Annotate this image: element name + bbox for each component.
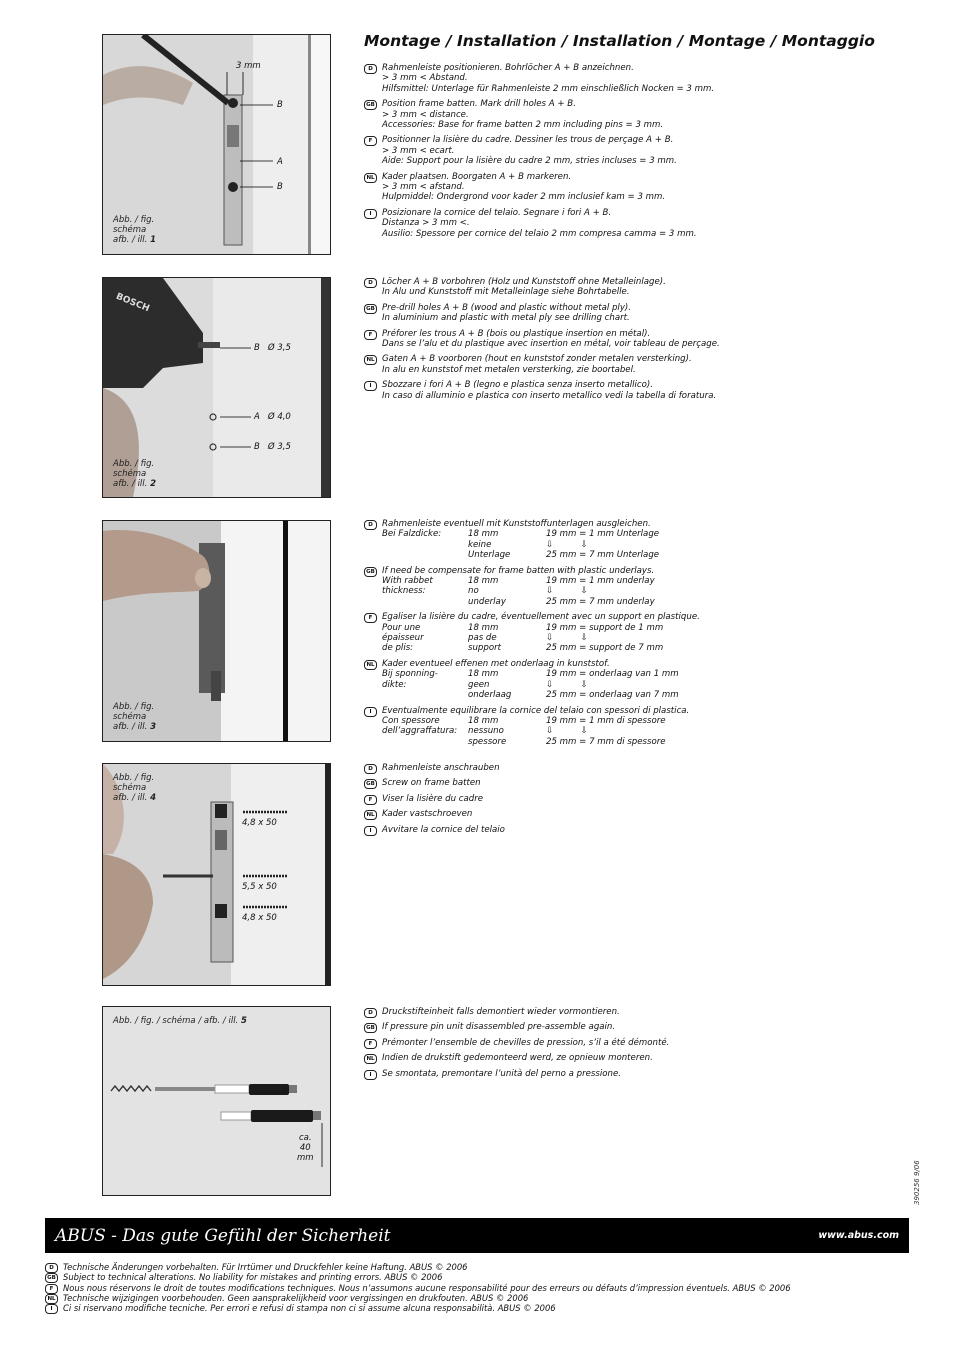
step-4-text [364, 763, 924, 840]
language-flag-icon: NL [45, 1294, 58, 1304]
footer-slogan: ABUS - Das gute Gefühl der Sicherheit [55, 1226, 391, 1246]
language-flag-icon: GB [364, 304, 377, 314]
figure-2-caption: Abb. / fig. schéma afb. / ill. 2 [113, 459, 156, 489]
thickness-table: Bij sponning- 18 mm 19 mm = onderlaag van 1 mm dikte: geen ⇩ ⇩ onderlaag 25 mm = onderlaag van 7 mm [382, 669, 679, 701]
step-4-gb: GB Screw on frame batten [364, 778, 924, 788]
step-1-i: I Posizionare la cornice del telaio. Segnare i fori A + B. Distanza > 3 mm <. Ausilio: Spessore per cornice del telaio 2 mm compresa camma = 3 mm. [364, 208, 924, 239]
language-flag-icon: GB [364, 567, 377, 577]
language-flag-icon: F [364, 1039, 377, 1049]
figure-2 [102, 277, 331, 498]
step-3-de: D Rahmenleiste eventuell mit Kunststoffunterlagen ausgleichen. Bei Falzdicke: 18 mm 19 mm = 1 mm Unterlage keine ⇩ ⇩ Unterlage 25 mm = 7 mm Unterlage [364, 519, 924, 561]
step-4-nl: NL Kader vastschroeven [364, 809, 924, 819]
step-1-f: F Positionner la lisière du cadre. Dessiner les trous de perçage A + B. > 3 mm < ecart. Aide: Support pour la lisière du cadre 2 mm, stries incluses = 3 mm. [364, 135, 924, 166]
legal-notices [45, 1262, 925, 1313]
language-flag-icon: NL [364, 660, 377, 670]
flag-gb: GB [364, 100, 377, 110]
legal-i: I Ci si riservano modifiche tecniche. Per errori e refusi di stampa non ci si assume alcuna responsabilità. ABUS © 2006 [45, 1303, 925, 1313]
hole-a-label: A [277, 157, 283, 167]
step-2-gb: GB Pre-drill holes A + B (wood and plastic without metal ply). In aluminium and plastic with metal ply see drilling chart. [364, 303, 924, 324]
language-flag-icon: I [364, 381, 377, 391]
step-5-gb: GB If pressure pin unit disassembled pre-assemble again. [364, 1022, 924, 1032]
screw-2-label: 5,5 x 50 [242, 882, 277, 892]
hole-b-top-label: B Ø 3,5 [254, 343, 291, 353]
language-flag-icon: D [364, 520, 377, 530]
screw-1-label: 4,8 x 50 [242, 818, 277, 828]
flag-de: D [364, 64, 377, 74]
flag-i: I [364, 209, 377, 219]
step-1-gb: GB Position frame batten. Mark drill holes A + B. > 3 mm < distance. Accessories: Base for frame batten 2 mm including pins = 3 mm. [364, 99, 924, 130]
language-flag-icon: D [45, 1263, 58, 1273]
legal-nl: NL Technische wijzigingen voorbehouden. Geen aansprakelijkheid voor vergissingen en drukfouten. ABUS © 2006 [45, 1293, 925, 1303]
thickness-table: Con spessore 18 mm 19 mm = 1 mm di spessore dell’aggraffatura: nessuno ⇩ ⇩ spessore 25 mm = 7 mm di spessore [382, 715, 666, 747]
step-5-de: D Druckstifteinheit falls demontiert wieder vormontieren. [364, 1007, 924, 1017]
language-flag-icon: NL [364, 810, 377, 820]
figure-4-caption: Abb. / fig. schéma afb. / ill. 4 [113, 773, 156, 803]
step-3-gb: GB If need be compensate for frame batten with plastic underlays. With rabbet 18 mm 19 mm = 1 mm underlay thickness: no ⇩ ⇩ underlay 25 mm = 7 mm underlay [364, 566, 924, 608]
gap-label: 3 mm [236, 61, 261, 71]
figure-1 [102, 34, 331, 255]
flag-nl: NL [364, 173, 377, 183]
hole-b-bottom-label: B [277, 182, 283, 192]
page-title: Montage / Installation / Installation / Montage / Montaggio [364, 32, 875, 50]
step-5-f: F Prémonter l’ensemble de chevilles de pression, s’il a été démonté. [364, 1038, 924, 1048]
step-3-i: I Eventualmente equilibrare la cornice del telaio con spessori di plastica. Con spessore 18 mm 19 mm = 1 mm di spessore dell’aggraffatura: nessuno ⇩ ⇩ spessore 25 mm = 7 mm di spessore [364, 706, 924, 748]
website-link[interactable]: www.abus.com [818, 1230, 899, 1241]
step-3-nl: NL Kader eventueel effenen met onderlaag in kunststof. Bij sponning- 18 mm 19 mm = onderlaag van 1 mm dikte: geen ⇩ ⇩ onderlaag 25 mm = onderlaag van 7 mm [364, 659, 924, 701]
step-4-de: D Rahmenleiste anschrauben [364, 763, 924, 773]
language-flag-icon: GB [364, 779, 377, 789]
footer-bar [45, 1218, 909, 1253]
document-number: 390256 9/06 [913, 1160, 921, 1205]
step-1-nl: NL Kader plaatsen. Boorgaten A + B markeren. > 3 mm < afstand. Hulpmiddel: Ondergrond voor kader 2 mm inclusief kam = 3 mm. [364, 172, 924, 203]
hole-a-label: A Ø 4,0 [254, 412, 291, 422]
hole-b-bottom-label: B Ø 3,5 [254, 442, 291, 452]
figure-5-caption: Abb. / fig. / schéma / afb. / ill. 5 [113, 1016, 247, 1026]
drill-brand: BOSCH [114, 291, 151, 315]
language-flag-icon: F [364, 795, 377, 805]
thickness-table: With rabbet 18 mm 19 mm = 1 mm underlay thickness: no ⇩ ⇩ underlay 25 mm = 7 mm underlay [382, 576, 655, 607]
flag-f: F [364, 136, 377, 146]
step-5-text [364, 1007, 924, 1084]
figure-3 [102, 520, 331, 742]
language-flag-icon: I [45, 1304, 58, 1314]
language-flag-icon: F [364, 330, 377, 340]
hole-b-top-label: B [277, 100, 283, 110]
language-flag-icon: F [45, 1284, 58, 1294]
step-2-de: D Löcher A + B vorbohren (Holz und Kunststoff ohne Metalleinlage). In Alu und Kunststoff mit Metalleinlage siehe Bohrtabelle. [364, 277, 924, 298]
language-flag-icon: NL [364, 355, 377, 365]
legal-gb: GB Subject to technical alterations. No liability for mistakes and printing errors. ABUS © 2006 [45, 1272, 925, 1282]
thickness-table: Bei Falzdicke: 18 mm 19 mm = 1 mm Unterlage keine ⇩ ⇩ Unterlage 25 mm = 7 mm Unterlage [382, 529, 660, 561]
language-flag-icon: F [364, 613, 377, 623]
thickness-table: Pour une 18 mm 19 mm = support de 1 mm épaisseur pas de ⇩ ⇩ de plis: support 25 mm = support de 7 mm [382, 622, 664, 654]
language-flag-icon: GB [364, 1023, 377, 1033]
step-3-f: F Egaliser la lisière du cadre, éventuellement avec un support en plastique. Pour une 18 mm 19 mm = support de 1 mm épaisseur pas de ⇩ ⇩ de plis: support 25 mm = support de 7 mm [364, 612, 924, 654]
figure-5-illustration [103, 1007, 330, 1195]
language-flag-icon: GB [45, 1273, 58, 1283]
figure-4 [102, 763, 331, 986]
step-5-i: I Se smontata, premontare l’unità del perno a pressione. [364, 1069, 924, 1079]
step-2-nl: NL Gaten A + B voorboren (hout en kunststof zonder metalen versterking). In alu en kunststof met metalen versterking, zie boortabel. [364, 354, 924, 375]
step-2-i: I Sbozzare i fori A + B (legno e plastica senza inserto metallico). In caso di alluminio e plastica con inserto metallico vedi la tabella di foratura. [364, 380, 924, 401]
language-flag-icon: D [364, 278, 377, 288]
language-flag-icon: D [364, 764, 377, 774]
step-1-de: D Rahmenleiste positionieren. Bohrlöcher A + B anzeichnen. > 3 mm < Abstand. Hilfsmittel: Unterlage für Rahmenleiste 2 mm einschließlich Nocken = 3 mm. [364, 63, 924, 94]
step-2-text [364, 277, 924, 406]
legal-de: D Technische Änderungen vorbehalten. Für Irrtümer und Druckfehler keine Haftung. ABUS © 2006 [45, 1262, 925, 1272]
figure-1-caption: Abb. / fig. schéma afb. / ill. 1 [113, 215, 156, 245]
screw-3-label: 4,8 x 50 [242, 913, 277, 923]
language-flag-icon: D [364, 1008, 377, 1018]
legal-f: F Nous nous réservons le droit de toutes modifications techniques. Nous n’assumons aucune responsabilité pour des erreurs ou défauts d’impression éventuels. ABUS © 2006 [45, 1283, 925, 1293]
figure-5 [102, 1006, 331, 1196]
step-3-text [364, 519, 924, 752]
step-5-nl: NL Indien de drukstift gedemonteerd werd, ze opnieuw monteren. [364, 1053, 924, 1063]
step-4-i: I Avvitare la cornice del telaio [364, 825, 924, 835]
step-1-text [364, 63, 924, 244]
step-2-f: F Préforer les trous A + B (bois ou plastique insertion en métal). Dans se l’alu et du plastique avec insertion en métal, voir tableau de perçage. [364, 329, 924, 350]
language-flag-icon: I [364, 707, 377, 717]
language-flag-icon: NL [364, 1054, 377, 1064]
language-flag-icon: I [364, 826, 377, 836]
language-flag-icon: I [364, 1070, 377, 1080]
length-label: ca. 40 mm [297, 1133, 314, 1163]
step-4-f: F Viser la lisière du cadre [364, 794, 924, 804]
figure-3-caption: Abb. / fig. schéma afb. / ill. 3 [113, 702, 156, 732]
